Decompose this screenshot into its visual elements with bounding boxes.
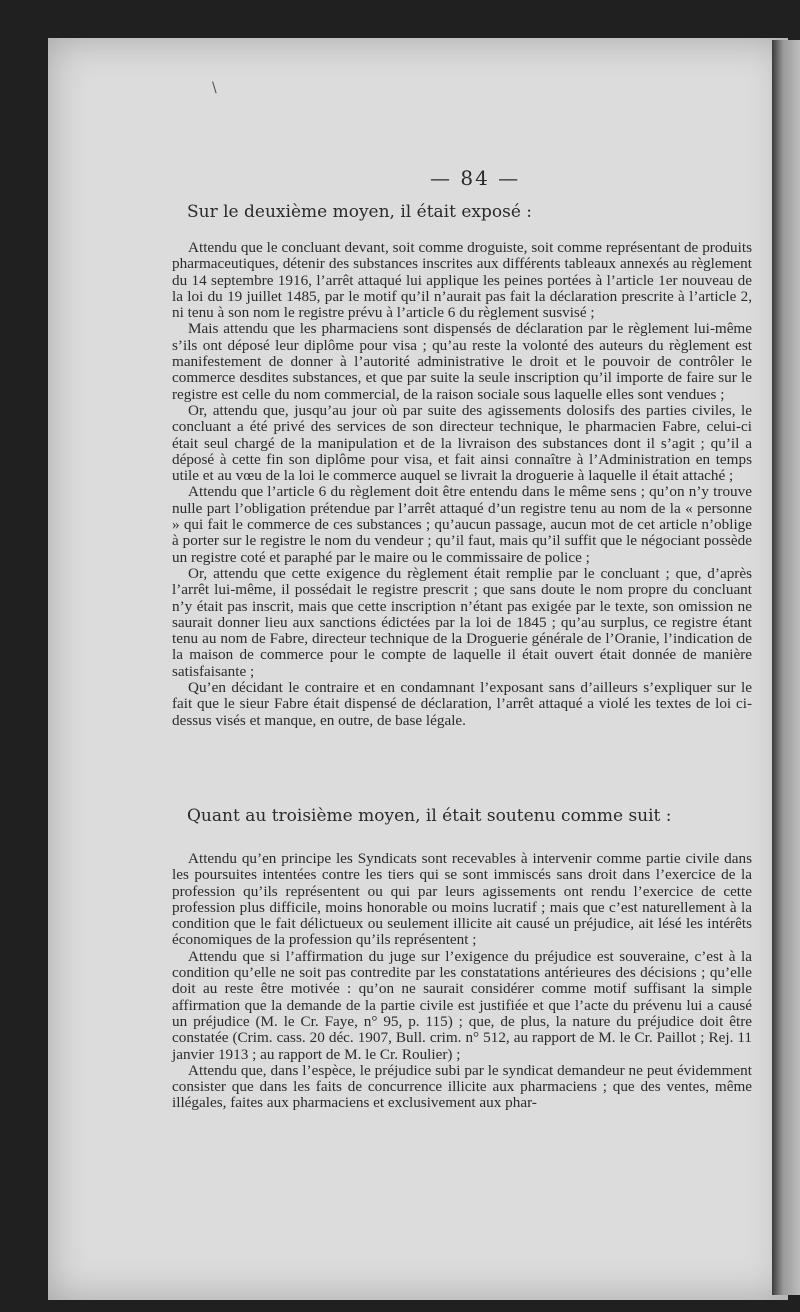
paragraph: Qu’en décidant le contraire et en condamnant l’exposant sans d’ailleurs s’expliquer sur le fait que le sieur Fabre était dispensé de déclaration, l’arrêt attaqué a violé les textes de loi ci-dessus visés et manque, en outre, de base légale.	[172, 679, 752, 729]
paragraph: Attendu qu’en principe les Syndicats sont recevables à intervenir comme partie civile dans les poursuites intentées contre les tiers qui se sont immiscés sans droit dans l’exercice de la profession qu’ils représentent ou qui par leurs agissements ont rendu l’exercice de cette profession plus difficile, moins honorable ou moins lucratif ; mais que c’est naturellement à la condition que le fait délictueux ou seulement illicite ait causé un préjudice, ait lésé les intérêts économiques de la profession qu’ils représentent ;	[172, 850, 752, 949]
scan-speck: \	[212, 80, 217, 96]
paragraph: Attendu que si l’affirmation du juge sur l’exigence du préjudice est souveraine, c’est à la condition qu’elle ne soit pas contredite par les constatations antérieures des décisions ; qu’elle doit au reste être motivée : qu’on ne saurait considérer comme motif suffisant la simple affirmation que la demande de la partie civile est justifiée et que l’acte du prévenu lui a causé un préjudice (M. le Cr. Faye, n° 95, p. 115) ; que, de plus, la nature du préjudice doit être constatée (Crim. cass. 20 déc. 1907, Bull. crim. n° 512, au rapport de M. le Cr. Paillot ; Rej. 11 janvier 1913 ; au rapport de M. le Cr. Roulier) ;	[172, 947, 752, 1063]
page-number: — 84 —	[430, 166, 521, 190]
paragraph: Or, attendu que, jusqu’au jour où par suite des agissements dolosifs des parties civiles, le concluant a été privé des services de son directeur technique, le pharmacien Fabre, celui-ci était seul chargé de la manipulation et de la livraison des substances dont il s’agit ; qu’il a déposé à cette fin son diplôme pour visa, et fait ainsi connaître à l’Administration en temps utile et au vœu de la loi le commerce auquel se livrait la droguerie à laquelle il était attaché ;	[172, 401, 752, 485]
paragraph: Attendu que le concluant devant, soit comme droguiste, soit comme représentant de produits pharmaceutiques, détenir des substances inscrites aux différents tableaux annexés au règlement du 14 septembre 1916, l’arrêt attaqué lui applique les peines portées à l’article 1er nouveau de la loi du 19 juillet 1485, par le motif qu’il n’aurait pas fait la déclaration prescrite à l’article 2, ni tenu à son nom le registre prévu à l’article 6 du règlement susvisé ;	[172, 239, 752, 322]
paragraph: Or, attendu que cette exigence du règlement était remplie par le concluant ; que, d’après l’arrêt lui-même, il possédait le registre prescrit ; que sans doute le nom propre du concluant n’y était pas inscrit, mais que cette inscription n’étant pas exigée par le texte, son omission ne saurait donner lieu aux sanctions édictées par la loi de 1845 ; qu’au surplus, ce registre étant tenu au nom de Fabre, directeur technique de la Droguerie générale de l’Oranie, l’indication de la maison de commerce pour le compte de laquelle il était ouvert était donnée de manière satisfaisante ;	[172, 564, 752, 680]
section-troisieme-moyen	[172, 851, 752, 1112]
paragraph: Mais attendu que les pharmaciens sont dispensés de déclaration par le règlement lui-même s’ils ont déposé leur diplôme pour visa ; qu’au reste la volonté des auteurs du règlement est manifestement de donner à l’autorité administrative le droit et le pouvoir de contrôler le commerce desdites substances, et que par suite la seule inscription qu’il importe de faire sur le registre est celle du nom commercial, de la raison sociale sous laquelle elles sont vendues ;	[172, 320, 752, 403]
next-page-edge	[772, 40, 800, 1295]
heading-deuxieme-moyen: Sur le deuxième moyen, il était exposé :	[187, 202, 533, 222]
heading-troisieme-moyen: Quant au troisième moyen, il était soutenu comme suit :	[187, 806, 672, 826]
paragraph: Attendu que, dans l’espèce, le préjudice subi par le syndicat demandeur ne peut évidemment consister que dans les faits de concurrence illicite aux pharmaciens ; que des ventes, même illégales, faites aux pharmaciens et exclusivement aux phar-	[172, 1061, 752, 1112]
paragraph: Attendu que l’article 6 du règlement doit être entendu dans le même sens ; qu’on n’y trouve nulle part l’obligation prétendue par l’arrêt attaqué d’un registre tenu au nom de la « personne » qui fait le commerce de ces substances ; qu’aucun passage, aucun mot de cet article n’oblige à porter sur le registre le nom du vendeur ; qu’il faut, mais qu’il suffit que le négociant possède un registre coté et paraphé par le maire ou le commissaire de police ;	[172, 483, 752, 566]
section-deuxieme-moyen	[172, 240, 752, 729]
